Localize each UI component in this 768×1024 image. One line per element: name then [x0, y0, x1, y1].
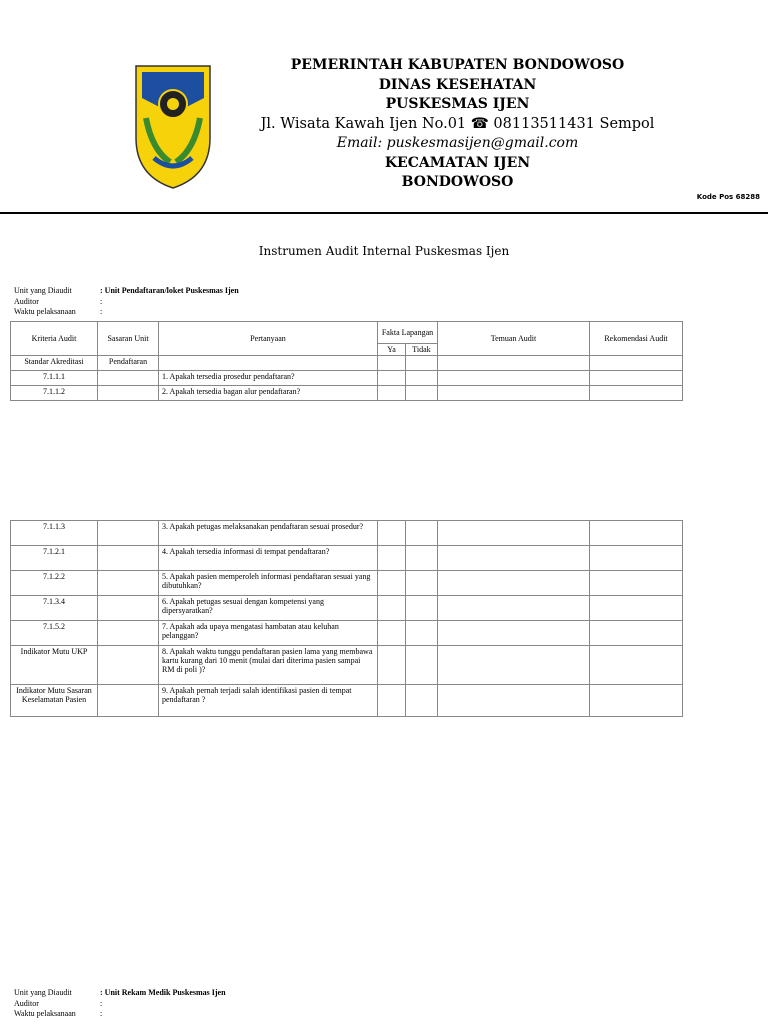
- table-row: [11, 521, 683, 546]
- cell-sasaran: [98, 646, 159, 685]
- cell-rekomendasi[interactable]: [590, 546, 683, 571]
- header-tidak: Tidak: [406, 344, 438, 356]
- cell-pertanyaan: 3. Apakah petugas melaksanakan pendaftaran sesuai prosedur?: [159, 521, 378, 546]
- waktu-value: :: [100, 1009, 103, 1018]
- cell-ya[interactable]: [378, 646, 406, 685]
- cell-pertanyaan: 2. Apakah tersedia bagan alur pendaftaran?: [159, 386, 378, 401]
- audit-table-1: [10, 321, 683, 401]
- table-row: [11, 646, 683, 685]
- cell-ya[interactable]: [378, 386, 406, 401]
- cell-temuan[interactable]: [438, 685, 590, 717]
- cell-tidak[interactable]: [406, 521, 438, 546]
- auditor-value: :: [100, 296, 103, 306]
- table-row: [11, 546, 683, 571]
- cell-kriteria: 7.1.3.4: [11, 596, 98, 621]
- cell-rekomendasi[interactable]: [590, 386, 683, 401]
- cell-rekomendasi[interactable]: [590, 621, 683, 646]
- cell-kriteria: Standar Akreditasi: [11, 356, 98, 371]
- address-street: Jl. Wisata Kawah Ijen No.01: [260, 115, 471, 132]
- header-temuan: Temuan Audit: [438, 322, 590, 356]
- cell-temuan[interactable]: [438, 356, 590, 371]
- cell-sasaran: [98, 371, 159, 386]
- table-row: [11, 596, 683, 621]
- kode-pos: Kode Pos 68288: [696, 193, 760, 201]
- header-rekomendasi: Rekomendasi Audit: [590, 322, 683, 356]
- cell-temuan[interactable]: [438, 646, 590, 685]
- audit-table-2: [10, 520, 683, 717]
- letterhead: [255, 56, 660, 193]
- cell-sasaran: [98, 571, 159, 596]
- cell-ya[interactable]: [378, 521, 406, 546]
- cell-kriteria: 7.1.2.1: [11, 546, 98, 571]
- header-pertanyaan: Pertanyaan: [159, 322, 378, 356]
- cell-pertanyaan: 8. Apakah waktu tunggu pendaftaran pasien lama yang membawa kartu kurang dari 10 menit (mulai dari diterima pasien sampai RM di poli )?: [159, 646, 378, 685]
- unit-value-wrap: [100, 988, 226, 999]
- document-title: Instrumen Audit Internal Puskesmas Ijen: [258, 244, 510, 258]
- cell-temuan[interactable]: [438, 621, 590, 646]
- cell-sasaran: Pendaftaran: [98, 356, 159, 371]
- table-row: [11, 371, 683, 386]
- unit-label: Unit yang Diaudit: [14, 988, 72, 997]
- header-ya: Ya: [378, 344, 406, 356]
- cell-temuan[interactable]: [438, 546, 590, 571]
- cell-tidak[interactable]: [406, 356, 438, 371]
- cell-rekomendasi[interactable]: [590, 596, 683, 621]
- header-fakta: Fakta Lapangan: [378, 322, 438, 344]
- unit-value: : Unit Rekam Medik Puskesmas Ijen: [100, 988, 226, 997]
- cell-pertanyaan: 4. Apakah tersedia informasi di tempat pendaftaran?: [159, 546, 378, 571]
- cell-sasaran: [98, 546, 159, 571]
- cell-ya[interactable]: [378, 571, 406, 596]
- address-phone: 08113511431 Sempol: [488, 115, 655, 132]
- waktu-value: :: [100, 307, 103, 316]
- cell-kriteria: Indikator Mutu Sasaran Keselamatan Pasien: [11, 685, 98, 717]
- cell-ya[interactable]: [378, 685, 406, 717]
- cell-sasaran: [98, 596, 159, 621]
- cell-tidak[interactable]: [406, 685, 438, 717]
- cell-pertanyaan: 6. Apakah petugas sesuai dengan kompetensi yang dipersyaratkan?: [159, 596, 378, 621]
- unit-label: Unit yang Diaudit: [14, 286, 72, 295]
- auditor-value: :: [100, 998, 103, 1008]
- cell-kriteria: 7.1.1.1: [11, 371, 98, 386]
- cell-tidak[interactable]: [406, 386, 438, 401]
- waktu-label: Waktu pelaksanaan: [14, 307, 76, 316]
- cell-temuan[interactable]: [438, 571, 590, 596]
- cell-rekomendasi[interactable]: [590, 685, 683, 717]
- cell-ya[interactable]: [378, 546, 406, 571]
- unit-value: : Unit Pendaftaran/loket Puskesmas Ijen: [100, 286, 239, 295]
- table-row: [11, 356, 683, 371]
- table-row: [11, 571, 683, 596]
- cell-sasaran: [98, 386, 159, 401]
- cell-temuan[interactable]: [438, 521, 590, 546]
- cell-pertanyaan: 5. Apakah pasien memperoleh informasi pendaftaran sesuai yang dibutuhkan?: [159, 571, 378, 596]
- header-line-7: BONDOWOSO: [401, 174, 514, 190]
- cell-pertanyaan: 9. Apakah pernah terjadi salah identifikasi pasien di tempat pendaftaran ?: [159, 685, 378, 717]
- cell-sasaran: [98, 685, 159, 717]
- cell-kriteria: 7.1.5.2: [11, 621, 98, 646]
- cell-ya[interactable]: [378, 621, 406, 646]
- cell-temuan[interactable]: [438, 371, 590, 386]
- cell-sasaran: [98, 521, 159, 546]
- table-row: [11, 621, 683, 646]
- auditor-label: Auditor: [14, 296, 39, 306]
- cell-rekomendasi[interactable]: [590, 371, 683, 386]
- cell-tidak[interactable]: [406, 371, 438, 386]
- cell-ya[interactable]: [378, 356, 406, 371]
- cell-tidak[interactable]: [406, 546, 438, 571]
- cell-ya[interactable]: [378, 596, 406, 621]
- cell-sasaran: [98, 621, 159, 646]
- table-row: [11, 685, 683, 717]
- header-divider: [0, 212, 768, 214]
- header-line-2: DINAS KESEHATAN: [378, 76, 537, 93]
- cell-tidak[interactable]: [406, 596, 438, 621]
- auditor-label: Auditor: [14, 998, 39, 1008]
- cell-temuan[interactable]: [438, 596, 590, 621]
- cell-rekomendasi[interactable]: [590, 521, 683, 546]
- cell-kriteria: 7.1.2.2: [11, 571, 98, 596]
- cell-tidak[interactable]: [406, 621, 438, 646]
- bondowoso-logo: [132, 58, 214, 190]
- table-row: [11, 386, 683, 401]
- cell-tidak[interactable]: [406, 571, 438, 596]
- cell-rekomendasi[interactable]: [590, 646, 683, 685]
- header-email: Email: puskesmasijen@gmail.com: [336, 135, 579, 151]
- cell-pertanyaan: 1. Apakah tersedia prosedur pendaftaran?: [159, 371, 378, 386]
- cell-kriteria: 7.1.1.2: [11, 386, 98, 401]
- cell-kriteria: Indikator Mutu UKP: [11, 646, 98, 685]
- waktu-label: Waktu pelaksanaan: [14, 1009, 76, 1018]
- cell-rekomendasi[interactable]: [590, 571, 683, 596]
- cell-rekomendasi[interactable]: [590, 356, 683, 371]
- cell-ya[interactable]: [378, 371, 406, 386]
- header-line-1: PEMERINTAH KABUPATEN BONDOWOSO: [290, 57, 625, 73]
- cell-pertanyaan: 7. Apakah ada upaya mengatasi hambatan atau keluhan pelanggan?: [159, 621, 378, 646]
- phone-icon: ☎: [470, 115, 489, 132]
- header-line-3: PUSKESMAS IJEN: [385, 96, 530, 112]
- cell-pertanyaan: [159, 356, 378, 371]
- header-line-6: KECAMATAN IJEN: [384, 154, 531, 171]
- cell-tidak[interactable]: [406, 646, 438, 685]
- header-sasaran: Sasaran Unit: [98, 322, 159, 356]
- cell-temuan[interactable]: [438, 386, 590, 401]
- header-address: [255, 115, 660, 135]
- cell-kriteria: 7.1.1.3: [11, 521, 98, 546]
- unit-value-wrap: [100, 286, 239, 297]
- header-kriteria: Kriteria Audit: [11, 322, 98, 356]
